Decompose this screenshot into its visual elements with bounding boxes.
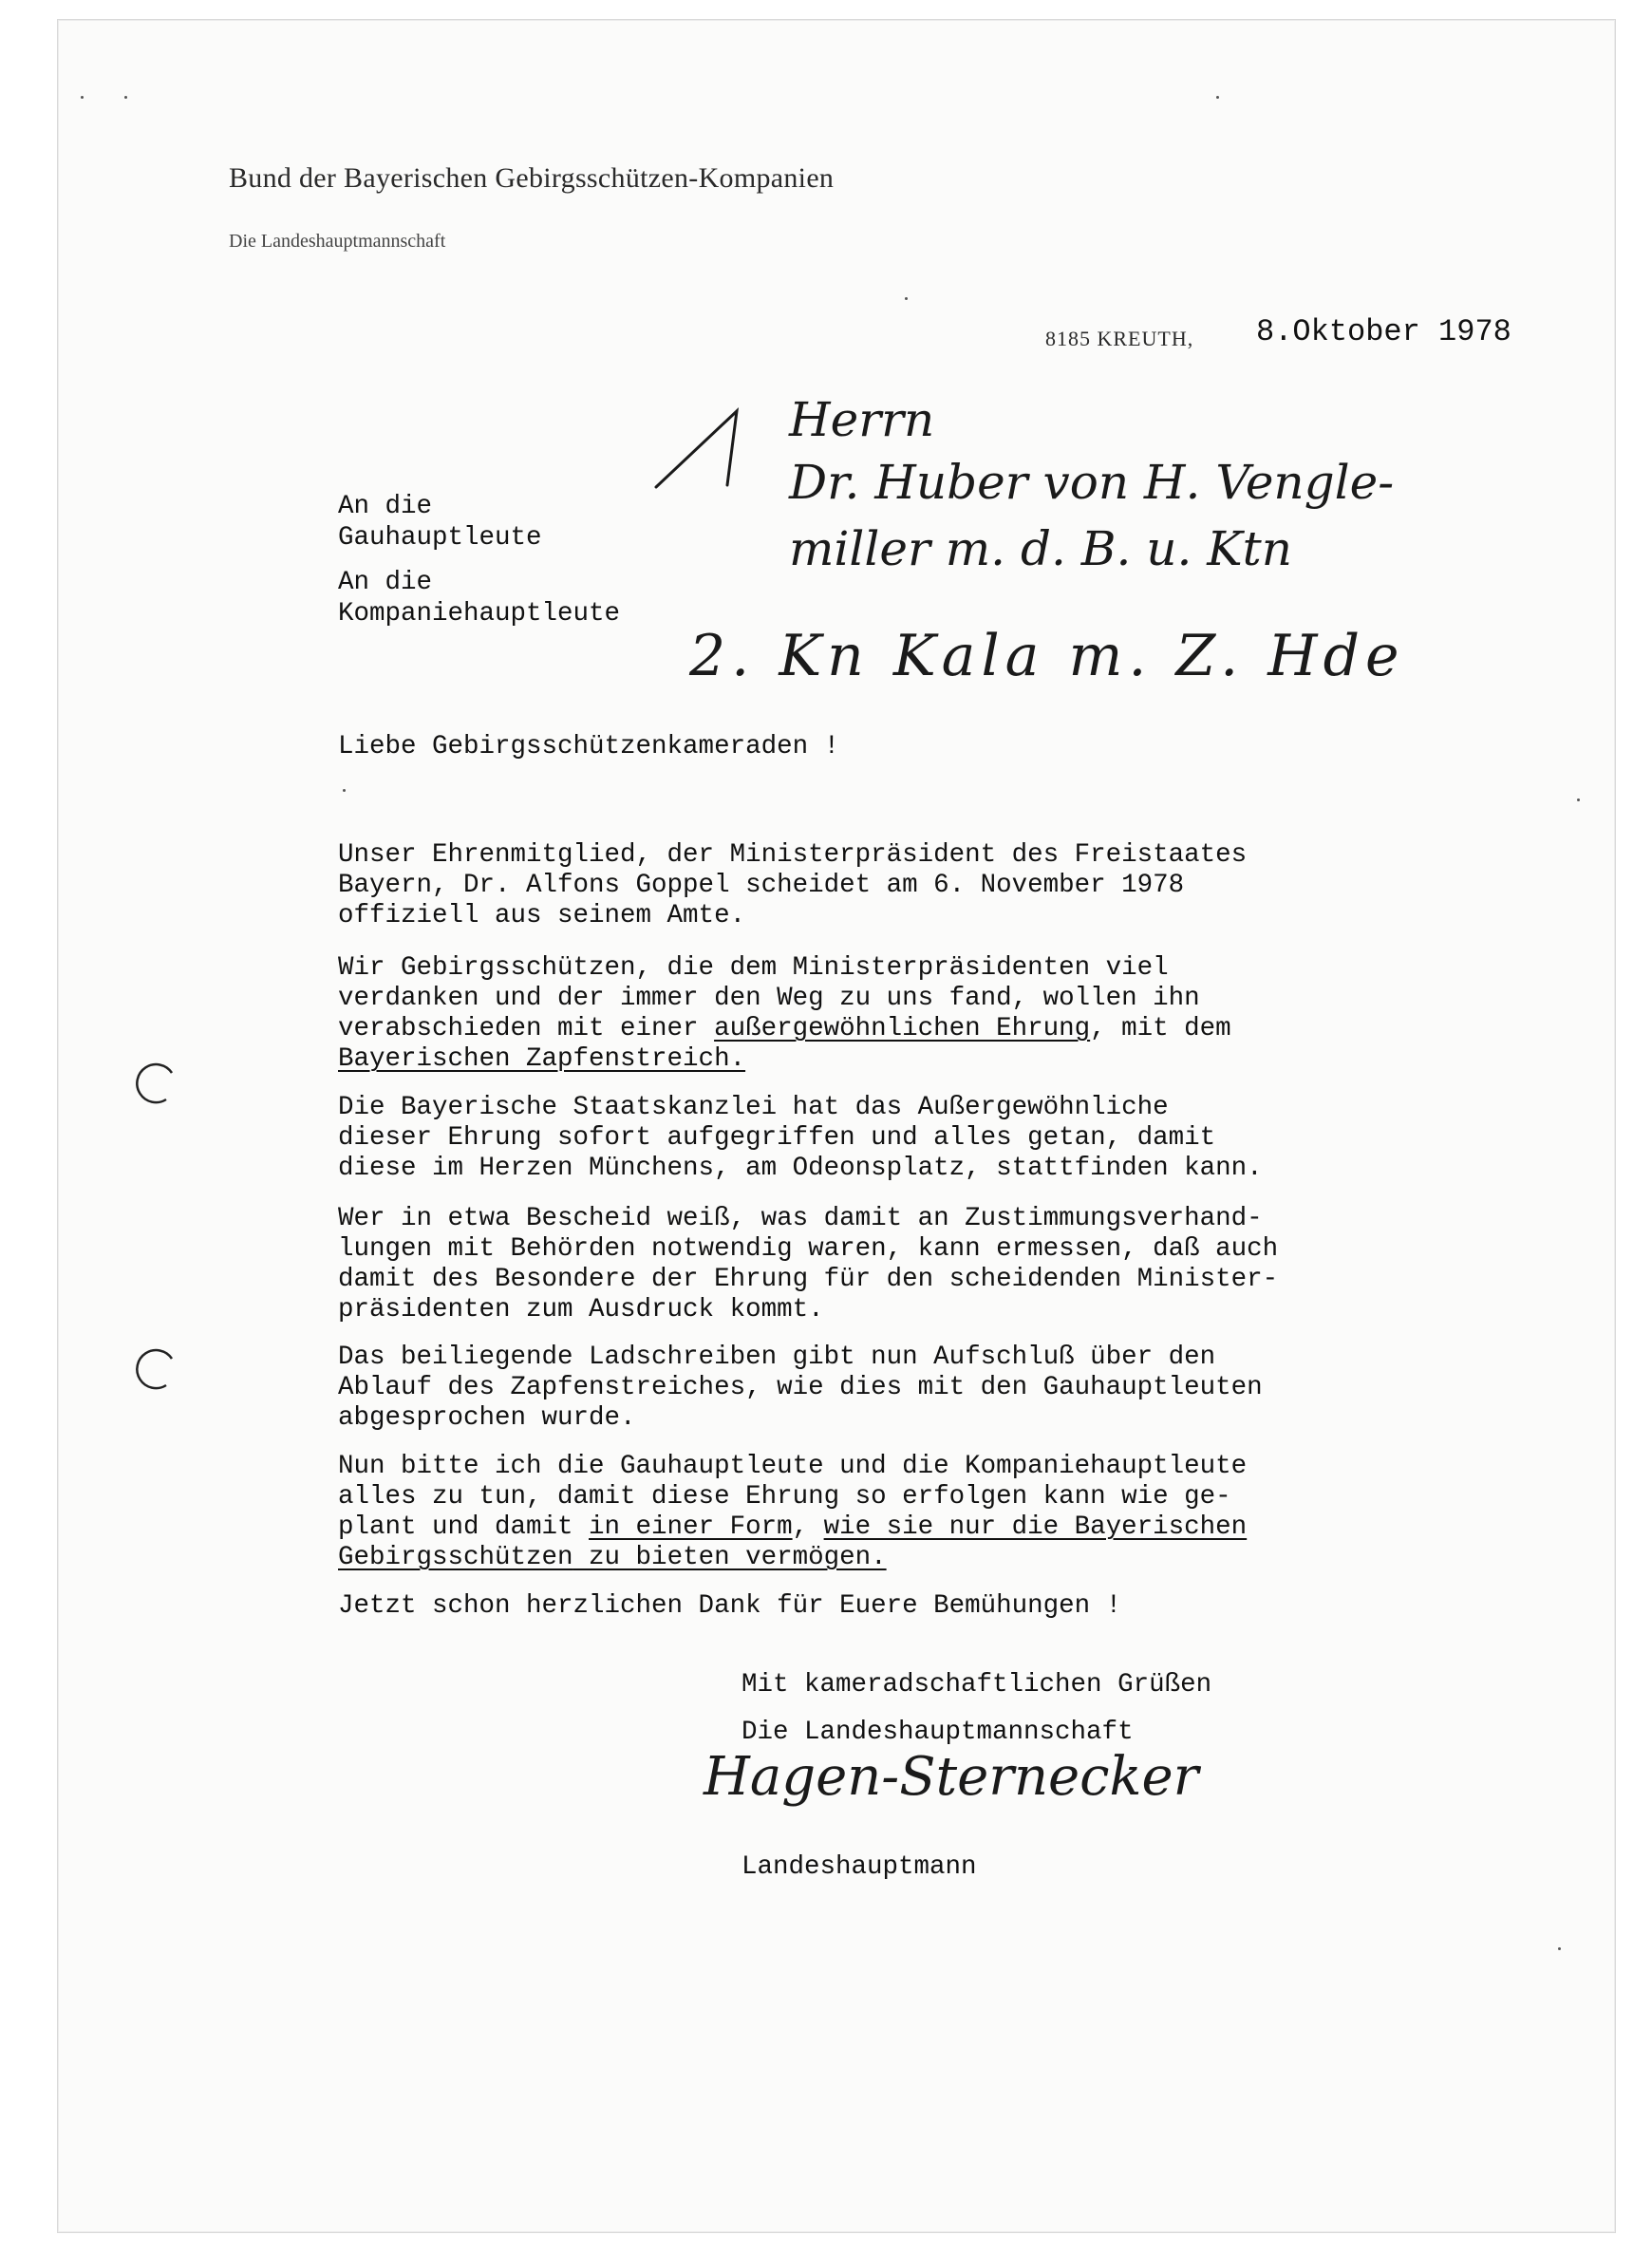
handwritten-note-line3: miller m. d. B. u. Ktn [789, 521, 1292, 576]
paragraph-2-line3-post: , mit dem [1090, 1014, 1231, 1043]
salutation: Liebe Gebirgsschützenkameraden ! [338, 732, 840, 761]
handwritten-note-line4: 2. Kn Kala m. Z. Hde [689, 623, 1405, 689]
scan-speck [905, 297, 908, 300]
punch-hole-icon [134, 1061, 178, 1105]
paragraph-6 [338, 1452, 1247, 1573]
closing-greeting: Mit kameradschaftlichen Grüßen [742, 1670, 1212, 1700]
paragraph-1: Unser Ehrenmitglied, der Ministerpräsident des Freistaates Bayern, Dr. Alfons Goppel scheidet am 6. November 1978 offiziell aus seinem Amte. [338, 840, 1248, 930]
paragraph-6-line4-post: zu bieten vermögen. [573, 1543, 887, 1572]
scan-speck [343, 789, 346, 792]
closing-sender: Die Landeshauptmannschaft [742, 1718, 1134, 1747]
scan-speck [124, 96, 127, 99]
letterhead-department: Die Landeshauptmannschaft [229, 231, 446, 252]
scan-speck [1577, 798, 1580, 801]
signature-title: Landeshauptmann [742, 1852, 977, 1882]
scan-speck [1558, 1947, 1561, 1950]
recipient-kompaniehauptleute: An die Kompaniehauptleute [338, 568, 621, 629]
paragraph-6-line3-mid: , [792, 1512, 824, 1542]
paragraph-5: Das beiliegende Ladschreiben gibt nun Aufschluß über den Ablauf des Zapfenstreiches, wie dies mit den Gauhauptleuten abgesprochen wurde. [338, 1343, 1263, 1433]
scan-speck [81, 96, 84, 99]
paragraph-6-line1: Nun bitte ich die Gauhauptleute und die Kompaniehauptleute [338, 1452, 1248, 1481]
recipient-gauhauptleute: An die Gauhauptleute [338, 492, 542, 553]
underlined-phrase-form: in einer Form [589, 1512, 793, 1542]
paragraph-7: Jetzt schon herzlichen Dank für Euere Bemühungen ! [338, 1591, 1122, 1621]
dateline-date: 8.Oktober 1978 [1256, 314, 1511, 349]
underlined-phrase-bayerischen: wie sie nur die Bayerischen [823, 1512, 1248, 1542]
handwritten-number-one-mark [647, 392, 770, 497]
paragraph-6-line2: alles zu tun, damit diese Ehrung so erfolgen kann wie ge- [338, 1482, 1231, 1512]
signature: Hagen-Sternecker [704, 1746, 1199, 1808]
paragraph-2-line1: Wir Gebirgsschützen, die dem Ministerpräsidenten viel [338, 953, 1169, 983]
paragraph-6-line3-pre: plant und damit [338, 1512, 590, 1542]
paragraph-2-line3-pre: verabschieden mit einer [338, 1014, 715, 1043]
underlined-phrase-gebirgsschuetzen: Gebirgsschützen [338, 1543, 573, 1572]
underlined-phrase-zapfenstreich: Bayerischen Zapfenstreich. [338, 1044, 746, 1074]
paragraph-3: Die Bayerische Staatskanzlei hat das Außergewöhnliche dieser Ehrung sofort aufgegriffen und alles getan, damit diese im Herzen Münchens, am Odeonsplatz, stattfinden kann. [338, 1093, 1263, 1183]
handwritten-note-line1: Herrn [789, 392, 935, 447]
punch-hole-icon [134, 1347, 178, 1391]
scan-speck [1216, 96, 1219, 99]
paragraph-2 [338, 953, 1231, 1075]
underlined-phrase-ehrung: außergewöhnlichen Ehrung [714, 1014, 1091, 1043]
handwritten-note-line2: Dr. Huber von H. Vengle- [789, 455, 1395, 510]
paragraph-2-line2: verdanken und der immer den Weg zu uns fand, wollen ihn [338, 984, 1200, 1013]
paragraph-4: Wer in etwa Bescheid weiß, was damit an Zustimmungsverhand- lungen mit Behörden notwendig waren, kann ermessen, daß auch damit des Besondere der Ehrung für den scheidenden Minister- präsidenten zum Ausdruck kommt. [338, 1204, 1279, 1324]
letter-page [57, 19, 1616, 2233]
dateline-place: 8185 KREUTH, [1045, 327, 1194, 350]
letterhead-organization: Bund der Bayerischen Gebirgsschützen-Kompanien [229, 162, 835, 194]
